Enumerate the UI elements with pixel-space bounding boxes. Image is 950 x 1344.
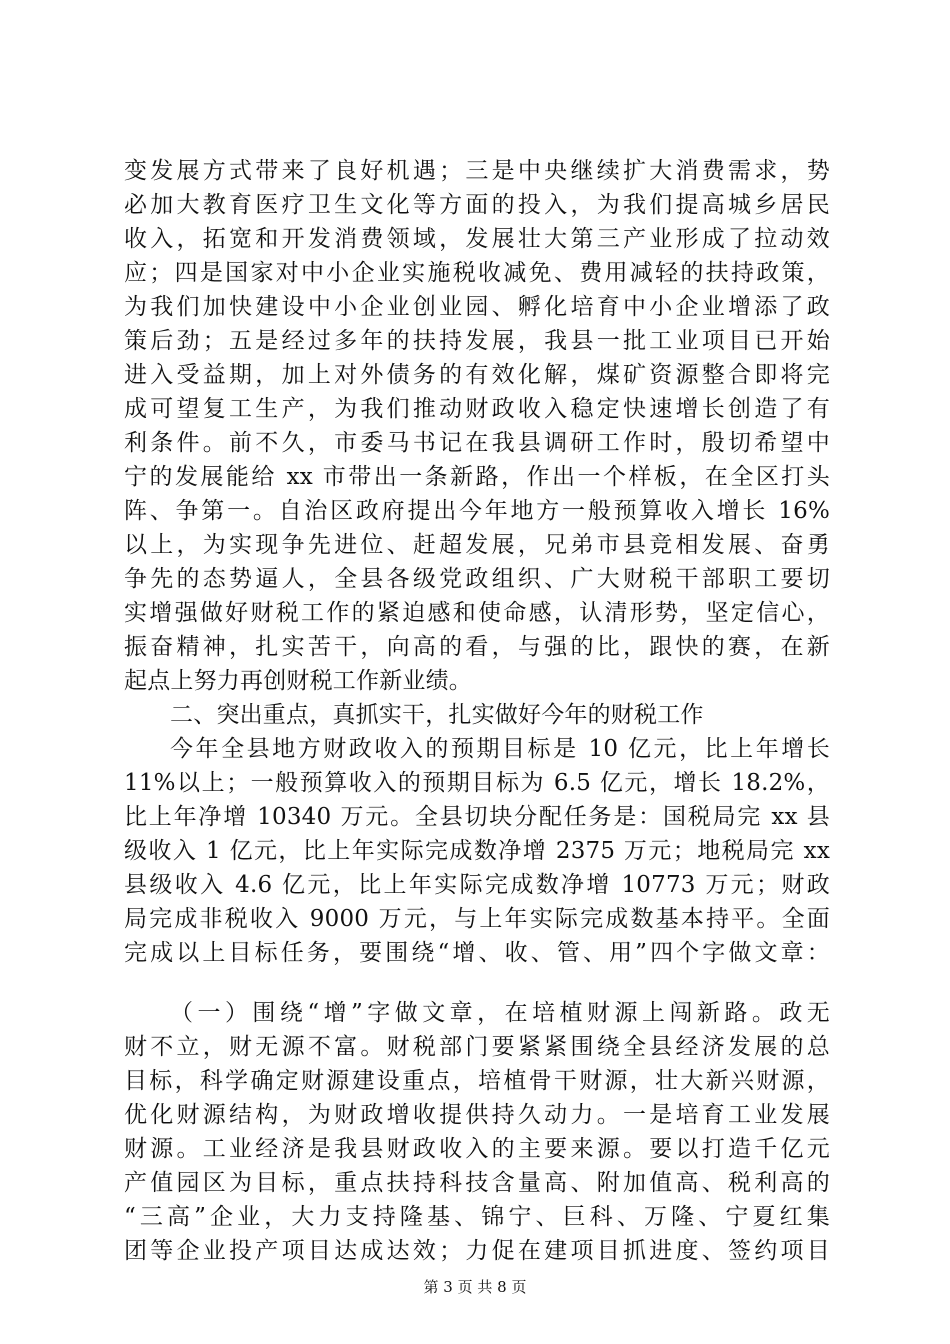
text-line: 完成以上目标任务，要围绕“增、收、管、用”四个字做文章： [124,940,830,966]
text-line: 县级收入 4.6 亿元，比上年实际完成数净增 10773 万元；财政 [124,872,830,898]
text-line: （一）围绕“增”字做文章，在培植财源上闯新路。政无 [170,1000,830,1026]
paragraph-spacer [124,970,830,996]
text-line: 财不立，财无源不富。财税部门要紧紧围绕全县经济发展的总 [124,1034,830,1060]
section-heading: 二、突出重点，真抓实干，扎实做好今年的财税工作 [170,702,704,728]
text-line: 比上年净增 10340 万元。全县切块分配任务是：国税局完 xx 县 [124,804,830,830]
text-line: 策后劲；五是经过多年的扶持发展，我县一批工业项目已开始 [124,328,830,354]
text-line: 必加大教育医疗卫生文化等方面的投入，为我们提高城乡居民 [124,192,830,218]
text-line: 阵、争第一。自治区政府提出今年地方一般预算收入增长 16% [124,498,830,524]
text-line: 成可望复工生产，为我们推动财政收入稳定快速增长创造了有 [124,396,830,422]
paragraph-1 [124,154,830,698]
text-line: 局完成非税收入 9000 万元，与上年实际完成数基本持平。全面 [124,906,830,932]
text-line: 目标，科学确定财源建设重点，培植骨干财源，壮大新兴财源， [124,1068,830,1094]
page-number-footer: 第 3 页 共 8 页 [423,1278,527,1296]
text-line: 以上，为实现争先进位、赶超发展，兄弟市县竞相发展、奋勇 [124,532,830,558]
paragraph-2 [124,732,830,970]
text-line: 进入受益期，加上对外债务的有效化解，煤矿资源整合即将完 [124,362,830,388]
text-line: 起点上努力再创财税工作新业绩。 [124,668,472,694]
text-line: 11%以上；一般预算收入的预期目标为 6.5 亿元，增长 18.2%， [124,770,830,796]
text-line: 今年全县地方财政收入的预期目标是 10 亿元，比上年增长 [170,736,830,762]
text-line: 财源。工业经济是我县财政收入的主要来源。要以打造千亿元 [124,1136,830,1162]
text-line: 变发展方式带来了良好机遇；三是中央继续扩大消费需求，势 [124,158,830,184]
text-line: 利条件。前不久，市委马书记在我县调研工作时，殷切希望中 [124,430,830,456]
text-line: 应；四是国家对中小企业实施税收减免、费用减轻的扶持政策， [124,260,830,286]
text-line: “三高”企业，大力支持隆基、锦宁、巨科、万隆、宁夏红集 [124,1204,830,1230]
text-line: 振奋精神，扎实苦干，向高的看，与强的比，跟快的赛，在新 [124,634,830,660]
text-line: 优化财源结构，为财政增收提供持久动力。一是培育工业发展 [124,1102,830,1128]
text-line: 团等企业投产项目达成达效；力促在建项目抓进度、签约项目 [124,1238,830,1264]
text-line: 争先的态势逼人，全县各级党政组织、广大财税干部职工要切 [124,566,830,592]
document-body [124,154,830,1268]
text-line: 宁的发展能给 xx 市带出一条新路，作出一个样板，在全区打头 [124,464,830,490]
paragraph-3 [124,996,830,1268]
text-line: 为我们加快建设中小企业创业园、孵化培育中小企业增添了政 [124,294,830,320]
text-line: 产值园区为目标，重点扶持科技含量高、附加值高、税利高的 [124,1170,830,1196]
text-line: 级收入 1 亿元，比上年实际完成数净增 2375 万元；地税局完 xx [124,838,830,864]
text-line: 收入，拓宽和开发消费领域，发展壮大第三产业形成了拉动效 [124,226,830,252]
text-line: 实增强做好财税工作的紧迫感和使命感，认清形势，坚定信心， [124,600,830,626]
